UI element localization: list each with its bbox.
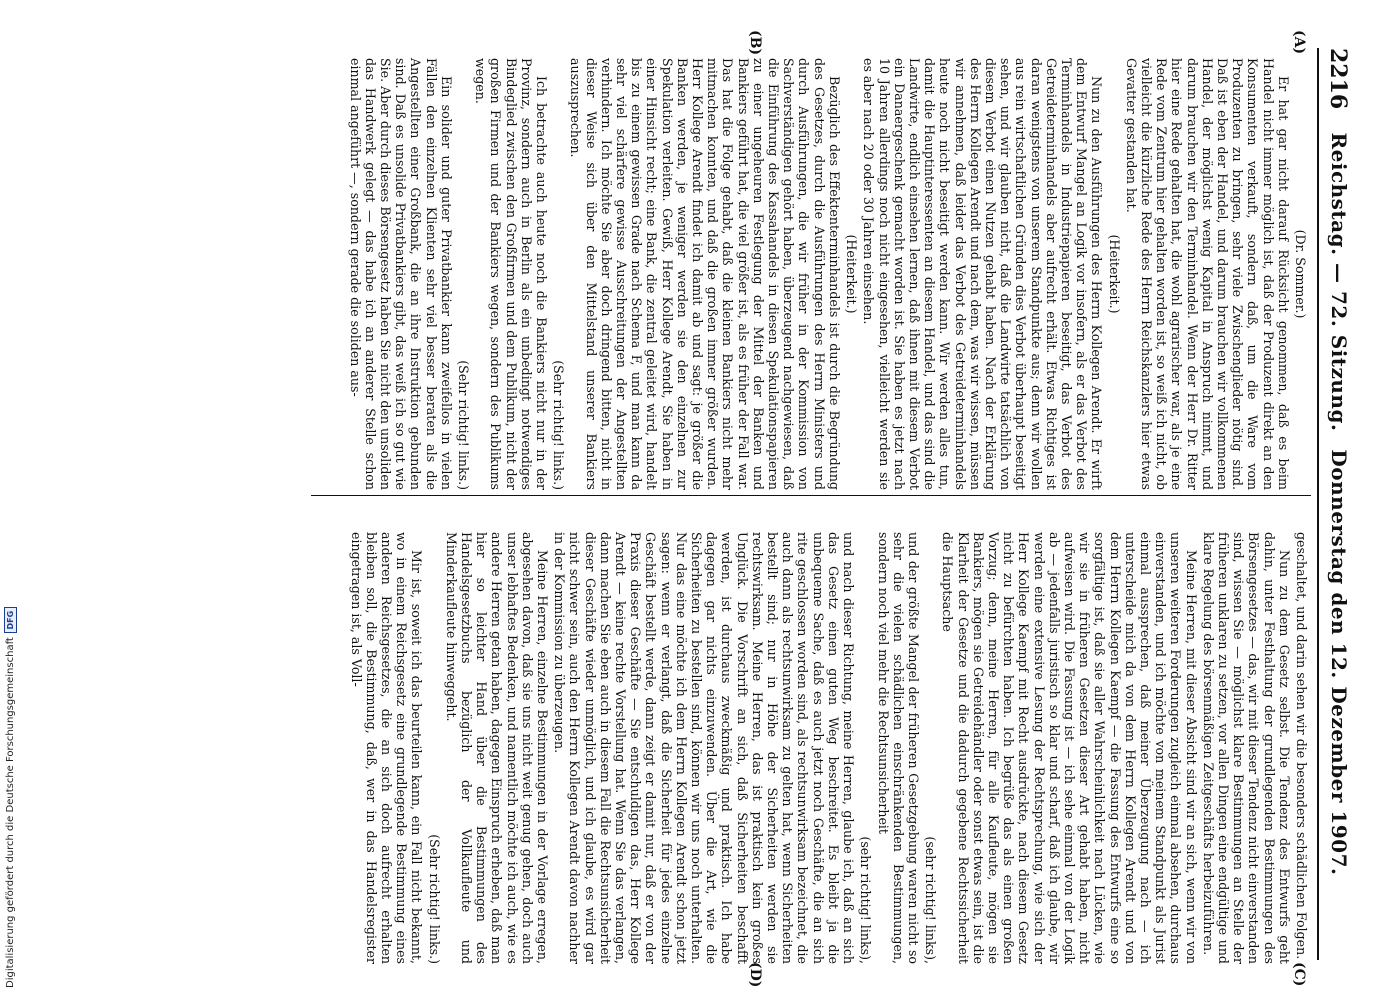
- page-title: [1327, 48, 1351, 960]
- page-number: 2216: [1325, 48, 1351, 110]
- paragraph: Nun zu den Ausführungen des Herrn Kollegen Arendt. Er wirft dem Entwurf Mangel an Logik vor insofern, als er das Verbot des Terminhandels in Industriepapieren beseitigt, das Verbot des Getreideterminhandels aber aufrecht erhält. Etwas Richtiges ist daran wenigstens von unserem Standpunkte aus; denn wir wollen aus rein wirtschaftlichen Gründen dies Verbot überhaupt beseitigt sehen, und wir glauben nicht, daß die Landwirte tatsächlich von diesem Verbot einen Nutzen gehabt haben. Nach der Erklärung des Herrn Kollegen Arendt und nach dem, was wir wissen, müssen wir annehmen, daß leider das Verbot des Getreideterminhandels heute noch nicht beseitigt werden kann. Wir werden alles tun, damit die Hauptinteressenten an diesem Handel, und das sind die Landwirte, endlich einsehen lernen, daß ihnen mit diesem Verbot ein Danaergeschenk gemacht worden ist. Sie haben es jetzt nach 10 Jahren allerdings noch nicht eingesehen, vielleicht werden sie es aber nach 20 oder 30 Jahren einsehen.: [861, 58, 1105, 490]
- paragraph: Ich betrachte auch heute noch die Bankiers nicht nur in der Provinz, sondern auch in Berlin als ein unbedingt notwendiges Bindeglied zwischen den Großfirmen und dem Publikum, nicht der großen Firmen und der Bankiers wegen, sondern des Publikums wegen.: [473, 58, 550, 490]
- interjection: (sehr richtig! links),: [858, 836, 874, 964]
- left-text-column: [345, 58, 1309, 490]
- margin-mark-b: (B): [747, 30, 763, 56]
- interjection: (Sehr richtig! links.): [456, 360, 472, 490]
- margin-mark-c: (C): [1291, 962, 1307, 987]
- interjection: (Dr. Sommer.): [1293, 229, 1308, 319]
- right-text-column: [346, 532, 1309, 964]
- digitization-credit-text: Digitalisierung gefördert durch die Deutsche Forschungsgemeinschaft: [5, 637, 16, 988]
- paragraph: Mir ist, soweit ich das beurteilen kann, ein Fall nicht bekannt, wo in einem Reichsgesetz eine grundlegende Bestimmung eines anderen Reichsgesetzes, die an sich doch aufrecht erhalten bleiben soll, die Bestimmung, daß, wer in das Handelsregister eingetragen ist, als Voll-: [348, 532, 425, 964]
- page-title-session: Reichstag. — 72. Sitzung.: [1327, 132, 1351, 432]
- paragraph: Ein solider und guter Privatbankier kann zweifellos in vielen Fällen den einzelnen Klienten sehr viel besser beraten als die Angestellten einer Großbank, die an ihre Instruktion gebunden sind. Daß es unsolide Privatbankiers gibt, das weiß ich so gut wie Sie. Aber durch dieses Börsengesetz haben Sie nicht den unsoliden das Handwerk gelegt — das habe ich an anderer Stelle schon einmal angeführt —, sondern gerade die soliden aus-: [347, 58, 454, 490]
- page-title-date: Donnerstag den 12. Dezember 1907.: [1327, 449, 1351, 876]
- interjection: (Sehr richtig! links.): [551, 360, 567, 490]
- page-header: [1317, 48, 1353, 960]
- paragraph: Bezüglich des Effektenterminhandels ist durch die Begründung des Gesetzes, durch die Ausführungen des Herrn Ministers und durch Ausführungen, die wir früher in der Kommission von Sachverständigen gehört haben, überzeugend nachgewiesen, daß die Einführung des Kassahandels in diesen Spekulationspapieren zu einer ungeheuren Festlegung der Mittel der Banken und Bankiers geführt hat, die viel größer ist, als es früher der Fall war. Das hat die Folge gehabt, daß die kleinen Bankiers nicht mehr mitmachen konnten, und daß die großen immer größer wurden. Herr Kollege Arendt findet ich damit ab und sagt: je größer die Banken werden, je weniger werden sie den einzelnen zur Spekulation verleiten. Gewiß, Herr Kollege Arendt, Sie haben in einer Hinsicht recht; eine Bank, die zentral geleitet wird, handelt bis zu einem gewissen Grade nach Schema F, und man kann da sehr viel schärfere gewisse Ausschreitungen der Angestellten verhindern. Ich möchte Sie aber doch dringend bitten, nicht in dieser Weise sich über den Mittelstand unserer Bankiers auszusprechen.: [568, 58, 842, 490]
- paragraph: geschaltet, und darin sehen wir die besonders schädlichen Folgen.: [1294, 532, 1309, 960]
- dfg-logo: DFG: [4, 607, 17, 633]
- interjection: (Heiterkeit.): [1106, 234, 1122, 314]
- paragraph: und nach dieser Richtung, meine Herren, glaube ich, daß an sich das Gesetz einen guten Weg beschreitet. Es bleibt ja die unbequeme Sache, daß es auch jetzt noch Geschäfte, die an sich rite geschlossen worden sind, als rechtsunwirksam bezeichnet, die auch dann als rechtsunwirksam zu gelten hat, wenn Sicherheiten bestellt sind; nur in Höhe der Sicherheiten werden sie rechtswirksam. Meine Herren, das ist praktisch kein großes Unglück. Die Vorschrift an sich, daß Sicherheiten beschafft werden, ist durchaus zweckmäßig und praktisch. Ich habe dagegen gar nichts einzuwenden. Über die Art, wie die Sicherheiten zu bestellen sind, können wir uns noch unterhalten. Nur das eine möchte ich dem Herrn Kollegen Arendt schon jetzt sagen: wenn er verlangt, daß die Sicherheit für jedes einzelne Geschäft bestellt werde, dann zeigt er damit nur, daß er von der Praxis dieser Geschäfte — Sie entschuldigen das, Herr Kollege Arendt — keine rechte Vorstellung hat. Wenn Sie das verlangen, dann machen Sie eben auch in diesem Fall die Rechtsunsicherheit dieser Geschäfte wieder unmöglich, und ich glaube, es wird gar nicht schwer sein, auch den Herrn Kollegen Arendt davon nachher in der Kommission zu überzeugen.: [552, 532, 857, 964]
- paragraph: Meine Herren, mit dieser Absicht sind wir an sich, wenn wir von unseren weiteren Forderungen zugleich einmal absehen, durchaus einverstanden, und ich möchte von meinem Standpunkt als Jurist einmal aussprechen, daß meiner Überzeugung nach — ich unterscheide mich da von dem Herrn Kollegen Arendt und von dem Herrn Kollegen Kaempf — die Fassung des Entwurfs eine so sorgfältige ist, daß sie aller Wahrscheinlichkeit nach Lücken, wie wir sie in früheren Gesetzen dieser Art gehabt haben, nicht aufweisen wird. Die Fassung ist — ich sehe einmal von der Logik ab — jedenfalls juristisch so klar und scharf, daß ich glaube, wir werden eine extensive Lesung der Rechtsprechung, wie sich der Herr Kollege Kaempf mit Recht ausdrückte, nach diesem Gesetz nicht zu befürchten haben. Ich begrüße das als einen großen Vorzug; denn, meine Herren, für alle Kaufleute, mögen sie Bankiers, mögen sie Getreidehändler oder sonst etwas sein, ist die Klarheit der Gesetze und die dadurch gegebene Rechtssicherheit die Hauptsache: [940, 532, 1199, 964]
- interjection: (Heiterkeit.): [844, 234, 860, 314]
- interjection: (sehr richtig! links),: [923, 836, 939, 964]
- paragraph: Nun zu dem Gesetz selbst. Die Tendenz des Entwurfs geht dahin, unter Festhaltung der grundlegenden Bestimmungen des Börsengesetzes — das, wir mit dieser Tendenz nicht einverstanden sind, wissen Sie — möglichst klare Bestimmungen an Stelle der früheren unklaren zu setzen, vor allen Dingen eine endgültige und klare Regelung des börsenmäßigen Zeitgeschäfts herbeizuführen.: [1200, 532, 1292, 964]
- paragraph: und der größte Mangel der früheren Gesetzgebung waren nicht so sehr die vielen schädlichen einschränkenden Bestimmungen, sondern noch viel mehr die Rechtsunsicherheit: [875, 532, 921, 964]
- interjection: (Sehr richtig! links.): [426, 834, 442, 964]
- margin-mark-a: (A): [1291, 30, 1307, 55]
- digitization-credit: [4, 607, 17, 988]
- margin-mark-d: (D): [747, 962, 763, 988]
- paragraph: Meine Herren, einzelne Bestimmungen in der Vorlage erregen, abgesehen davon, daß sie uns nicht weit genug gehen, doch auch unser lebhaftes Bedenken, und namentlich möchte ich auch, wie es andere Herren getan haben, dagegen Einspruch erheben, daß man hier so leichter Hand über die Bestimmungen des Handelsgesetzbuchs bezüglich der Vollkaufleute und Minderkaufleute hinweggeht.: [443, 532, 551, 964]
- paragraph: Er hat gar nicht darauf Rücksicht genommen, daß es beim Handel nicht immer möglich ist, daß der Produzent direkt an den Konsumenten verkauft, sondern daß, um die Ware vom Produzenten zu bringen, sehr viele Zwischenglieder nötig sind. Daß ist eben der Handel, und darum brauchen wir vollkommenen Handel, der möglichst wenig Kapital in Anspruch nimmt, und darum brauchen wir den Terminhandel. Wenn der Herr Dr. Ritter hier eine Rede gehalten hat, die wohl agrarischer war, als je eine Rede vom Zentrum hier gehalten worden ist, so weiß ich nicht, ob vielleicht die kürzliche Rede des Herrn Reichskanzlers hier etwas Gevatter gestanden hat.: [1123, 58, 1291, 490]
- column-divider: [311, 495, 1311, 496]
